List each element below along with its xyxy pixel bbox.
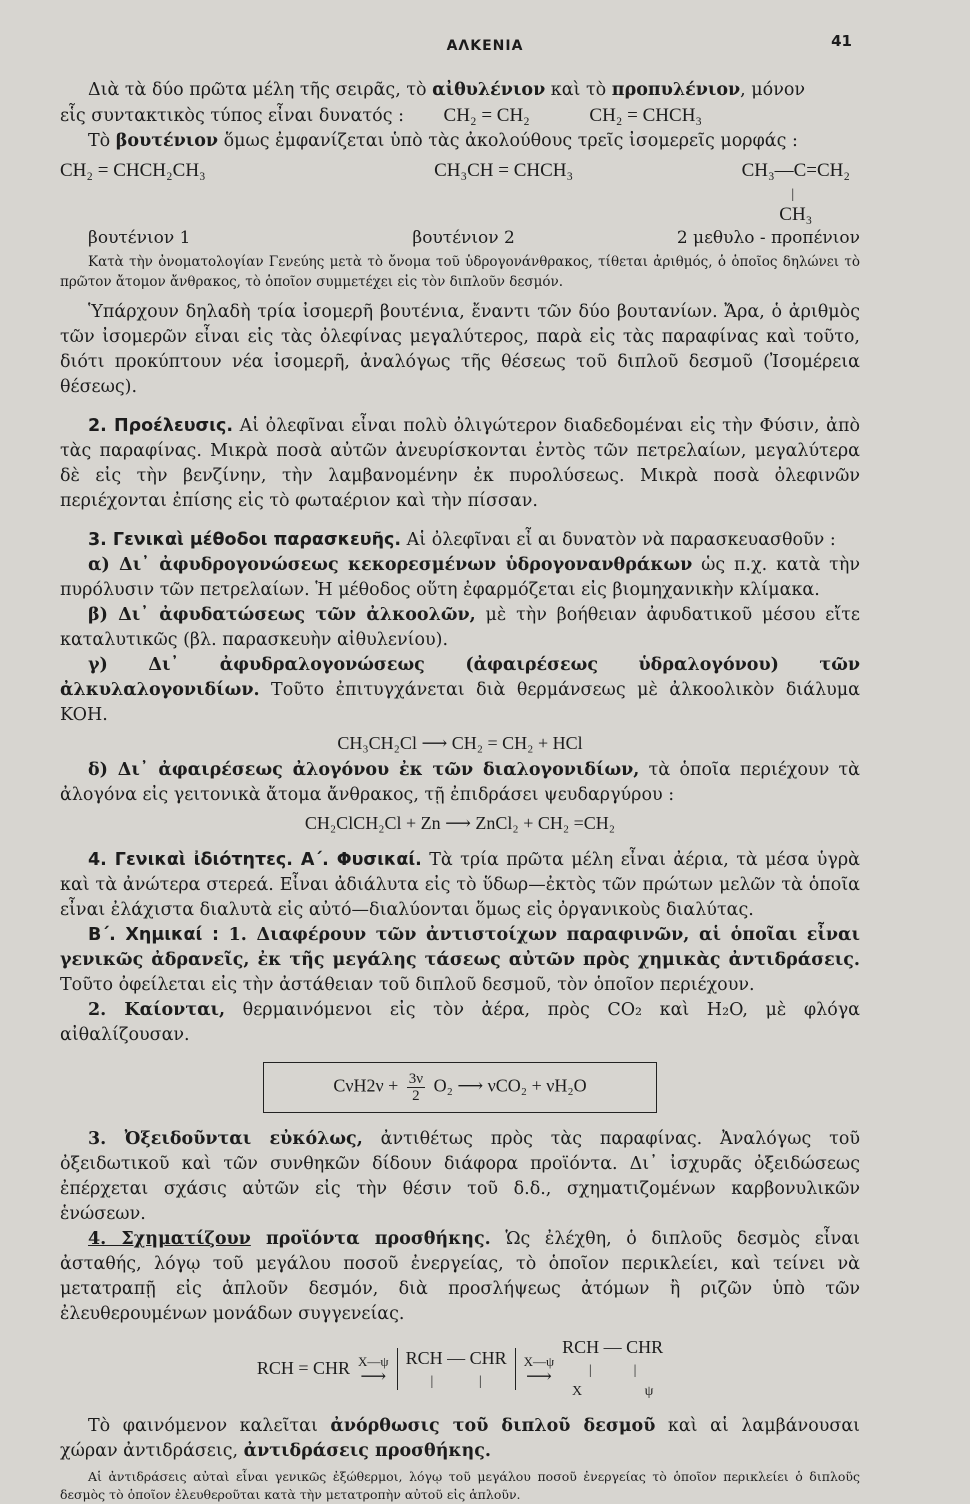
intro-text: , μόνον (740, 80, 806, 100)
intermediate-bonds: | | (430, 1373, 482, 1389)
isomer-paragraph: Ὑπάρχουν δηλαδὴ τρία ἰσομερῆ βουτένια, ἔναντι τῶν δύο βουτανίων. Ἄρα, ὁ ἀριθμὸς τῶν ἰσομερῶν εἶναι εἰς τὰς ὀλεφίνας μεγαλύτερος, παρὰ εἰς τὰς παραφίνας καὶ τοῦτο, διότι προκύπτουν νέα ἰσομερῆ, ἀναλόγως τῆς θέσεως τοῦ διπλοῦ δεσμοῦ (Ἰσομέρεια θέσεως). (60, 302, 860, 397)
equation-dehydrohalogenation: CH₃CH₂Cl ⟶ CH₂ = CH₂ + HCl (337, 733, 583, 753)
method-a (60, 553, 860, 603)
arrow-icon: ⟶ (525, 1365, 552, 1386)
nomenclature-note: Κατὰ τὴν ὀνοματολογίαν Γενεύης μετὰ τὸ ὄνομα τοῦ ὑδρογονάνθρακος, τίθεται ἀριθμός, ὁ ὁποῖος δηλώνει τὸ πρῶτον ἄτομον ἄνθρακος, τὸ ὁποῖον συμμετέχει εἰς τὸν διπλοῦν δεσμόν. (60, 254, 860, 290)
method-b-text: μὲ τὴν βοήθειαν ἀφυδατικοῦ μέσου εἴτε καταλυτικῶς (βλ. παρασκευὴν αἰθυλενίου). (60, 605, 860, 650)
formula-butene-2: CH₃CH = CHCH₃ (434, 160, 574, 181)
scheme-reagent-2: X—ψ (523, 1353, 555, 1369)
section-preparation (60, 528, 860, 553)
name-butene-1: βουτένιον 1 (88, 228, 191, 248)
scheme-reactant: RCH = CHR (256, 1358, 351, 1378)
intro-text: ὅμως ἐμφανίζεται ὑπὸ τὰς ἀκολούθους τρεῖς ἰσομερεῖς μορφάς : (218, 131, 798, 151)
product-substituent-psi: ψ (644, 1384, 654, 1399)
closing-paragraph (60, 1414, 860, 1464)
term-addition-reactions: ἀντιδράσεις προσθήκης. (243, 1441, 492, 1461)
chemical-2-heading: 2. Καίονται, (88, 1000, 226, 1020)
closing-text: καὶ αἱ λαμβάνουσαι χώραν ἀντιδράσεις, (60, 1416, 860, 1461)
scheme-reagent-1: X—ψ (358, 1353, 389, 1369)
term-anorthosis: ἀνόρθωσις τοῦ διπλοῦ δεσμοῦ (330, 1416, 656, 1436)
product-formula: RCH — CHR (562, 1337, 664, 1357)
method-c-text: Τοῦτο ἐπιτυγχάνεται διὰ θερμάνσεως μὲ ἀλκοολικὸν διάλυμα KOH. (60, 680, 860, 725)
addition-heading: προϊόντα προσθήκης. (250, 1229, 491, 1249)
isomer-names (60, 228, 860, 248)
scheme-arrow-2 (523, 1353, 555, 1386)
formula-methylpropene (742, 160, 850, 226)
equation-dehalogenation: CH₂ClCH₂Cl + Zn ⟶ ZnCl₂ + CH₂ =CH₂ (304, 813, 616, 833)
closing-text: Τὸ φαινόμενον καλεῖται (88, 1416, 331, 1436)
intermediate-formula: RCH — CHR (405, 1347, 507, 1368)
addition-heading-underlined: 4. Σχηματίζουν (88, 1229, 251, 1249)
formula-ethylene: CH₂ = CH₂ (443, 105, 530, 126)
method-b (60, 603, 860, 653)
method-a-text: ὡς π.χ. κατὰ τὴν πυρόλυσιν τῶν πετρελαίων. Ἡ μέθοδος οὕτη ἐφαρμόζεται εἰς βιομηχανικὴν κλίμακα. (60, 555, 860, 600)
branch-bond: | (791, 187, 795, 202)
section-origin (60, 414, 860, 514)
formula-butene-1: CH₂ = CHCH₂CH₃ (60, 160, 206, 181)
arrow-icon: ⟶ (360, 1365, 387, 1386)
section-properties (60, 848, 860, 923)
oxidation-text: ἀντιθέτως πρὸς τὰς παραφίνας. Ἀναλόγως τοῦ ὀξειδωτικοῦ καὶ τῶν συνθηκῶν δίδουν διάφορα προϊόντα. Δι᾽ ἰσχυρᾶς ὀξειδώσεως ἐπέρχεται σχάσις αὐτῶν εἰς τὴν θέσιν τοῦ δ.δ., σχηματιζομένων καρβονυλικῶν ἑνώσεων. (60, 1129, 860, 1224)
method-b-heading: β) Δι᾽ ἀφυδατώσεως τῶν ἀλκοολῶν, (88, 605, 476, 625)
heading-chemical: Β΄. Χημικαί : (88, 925, 219, 945)
combustion-equation-box (263, 1062, 657, 1113)
intro-text: Διὰ τὰ δύο πρῶτα μέλη τῆς σειρᾶς, τὸ (88, 80, 433, 100)
heading-preparation: 3. Γενικαὶ μέθοδοι παρασκευῆς. (88, 530, 402, 550)
product-substituent-x: X (571, 1384, 583, 1399)
intro-paragraph (60, 78, 860, 103)
chemical-properties-1 (60, 923, 860, 998)
scheme-intermediate (397, 1348, 516, 1390)
method-c-heading: γ) Δι᾽ ἀφυδραλογονώσεως (ἀφαιρέσεως ὑδραλογόνου) τῶν ἀλκυλαλογονιδίων. (60, 655, 860, 700)
method-d-text: τὰ ὁποῖα περιέχουν τὰ ἀλογόνα εἰς γειτονικὰ ἄτομα ἄνθρακος, τῇ ἐπιδράσει ψευδαργύρου : (60, 760, 860, 805)
method-c (60, 653, 860, 728)
combustion-right: O₂ ⟶ νCO₂ + νH₂O (433, 1075, 587, 1096)
fraction-numerator: 3ν (408, 1071, 424, 1087)
formula-propylene: CH₂ = CHCH₃ (589, 105, 703, 126)
chemical-2-text: θερμαινόμενοι εἰς τὸν ἀέρα, πρὸς CO₂ καὶ H₂O, μὲ φλόγα αἰθαλίζουσαν. (60, 1000, 861, 1045)
term-ethylene: αἰθυλένιον (432, 80, 546, 100)
scheme-arrow-1 (358, 1353, 389, 1386)
chemical-1-text: Τοῦτο ὀφείλεται εἰς τὴν ἀστάθειαν τοῦ διπλοῦ δεσμοῦ, τὸν ὁποῖον περιέχουν. (60, 975, 755, 995)
method-a-heading: α) Δι᾽ ἀφυδρογονώσεως κεκορεσμένων ὑδρογονανθράκων (88, 555, 693, 575)
name-methylpropene: 2 μεθυλο - προπένιον (676, 228, 860, 248)
isomer-formulas (60, 160, 860, 226)
oxidation-heading: 3. Ὀξειδοῦνται εὐκόλως, (88, 1129, 363, 1149)
method-d (60, 758, 860, 808)
intro-formulas-line (60, 103, 860, 129)
name-butene-2: βουτένιον 2 (412, 228, 515, 248)
addition-scheme (60, 1337, 860, 1400)
page-number: 41 (831, 32, 852, 50)
method-d-heading: δ) Δι᾽ ἀφαιρέσεως ἀλογόνου ἐκ τῶν διαλογονιδίων, (88, 760, 640, 780)
combustion-fraction (407, 1071, 425, 1104)
scheme-product (562, 1337, 663, 1400)
footnote: Αἱ ἀντιδράσεις αὐταὶ εἶναι γενικῶς ἐξώθερμοι, λόγῳ τοῦ μεγάλου ποσοῦ ἐνεργείας τὸ ὁποῖον περικλείει ὁ διπλοῦς δεσμὸς τὸ ὁποῖον ἐλευθεροῦται κατὰ τὴν μετατροπὴν αὐτοῦ εἰς ἁπλοῦν. (60, 1469, 860, 1502)
term-propylene: προπυλένιον (611, 80, 741, 100)
heading-properties: 4. Γενικαὶ ἰδιότητες. Α΄. Φυσικαί. (88, 850, 422, 870)
intro-text: εἷς συντακτικὸς τύπος εἶναι δυνατός : (60, 106, 404, 126)
physical-properties-text: Τὰ τρία πρῶτα μέλη εἶναι ἀέρια, τὰ μέσα ὑγρὰ καὶ τὰ ἀνώτερα στερεά. Εἶναι ἀδιάλυτα εἰς τὸ ὕδωρ—ἐκτὸς τῶν πρώτων μελῶν τὰ ὁποῖα εἶναι ἐλάχιστα διαλυτὰ εἰς αὐτό—διαλύονται ὅμως εἰς ὀργανικοὺς διαλύτας. (60, 850, 860, 920)
product-bonds: | | (588, 1363, 637, 1378)
chemical-1-heading: 1. Διαφέρουν τῶν ἀντιστοίχων παραφινῶν, αἱ ὁποῖαι εἶναι γενικῶς ἀδρανεῖς, ἐκ τῆς μεγάλης τάσεως αὐτῶν πρὸς χημικὰς ἀντιδράσεις. (60, 925, 860, 970)
formula-methylpropene-branch: CH₃ (779, 204, 813, 225)
preparation-text: Αἱ ὀλεφῖναι εἶ αι δυνατὸν νὰ παρασκευασθοῦν : (401, 530, 836, 550)
heading-origin: 2. Προέλευσις. (88, 416, 233, 436)
intro-text: καὶ τὸ (545, 80, 612, 100)
running-header: ΑΛΚΕΝΙΑ (446, 38, 524, 54)
chemical-properties-2 (60, 998, 860, 1048)
fraction-denominator: 2 (412, 1088, 420, 1104)
page-body (60, 78, 860, 1504)
intro-text: Τὸ (88, 131, 116, 151)
origin-text: Αἱ ὀλεφῖναι εἶναι πολὺ ὀλιγώτερον διαδεδομέναι εἰς τὴν Φύσιν, ἀπὸ τὰς παραφίνας. Μικρὰ ποσὰ αὐτῶν ἀνευρίσκονται ἐντὸς τῶν πετρελαίων, μεγαλύτερα δὲ εἰς τὴν βενζίνην, τὴν λαμβανομένην ἐκ πυρολύσεως. Μικρὰ ποσὰ ὀλεφινῶν περιέχονται ἐπίσης εἰς τὸ φωταέριον καὶ τὴν πίσσαν. (60, 416, 860, 511)
addition-text: Ὡς ἐλέχθη, ὁ διπλοῦς δεσμὸς εἶναι ἀσταθής, λόγῳ τοῦ μεγάλου ποσοῦ ἐνεργείας, τὸ ὁποῖον περικλείει, καὶ τείνει νὰ μετατραπῇ εἰς ἁπλοῦν δεσμόν, διὰ προσλήψεως ἀτόμων ἢ ριζῶν ὑπὸ τῶν ἐλευθερουμένων μονάδων συγγενείας. (60, 1229, 861, 1324)
addition-paragraph (60, 1227, 860, 1327)
oxidation-paragraph (60, 1127, 860, 1227)
butene-intro (60, 129, 860, 154)
formula-methylpropene-main: CH₃—C=CH₂ (741, 160, 850, 181)
combustion-left: CνH2ν + (333, 1075, 399, 1096)
term-butene: βουτένιον (115, 131, 219, 151)
